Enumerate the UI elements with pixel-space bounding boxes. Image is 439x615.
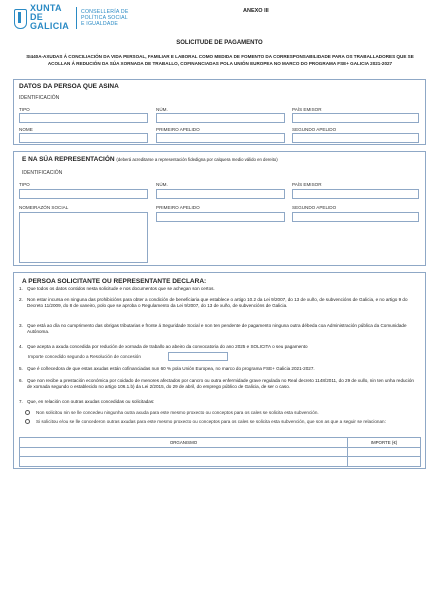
xunta-emblem-icon [13, 9, 26, 27]
issuing-country-label: PAÍS EMISOR [292, 107, 322, 112]
table-row [20, 447, 421, 457]
amount-cell[interactable] [348, 447, 421, 457]
number-field[interactable] [156, 113, 285, 123]
organism-cell[interactable] [20, 447, 348, 457]
organism-header: ORGANISMO [20, 438, 348, 448]
table-row [20, 457, 421, 467]
representation-section [13, 151, 426, 266]
issuing-country-field[interactable] [292, 189, 419, 199]
declaration-item: 7. Que, en relación con outras axudas concedidas ou solicitadas: [19, 399, 155, 404]
number-field[interactable] [156, 189, 285, 199]
xunta-logo [13, 4, 129, 31]
signer-data-section [13, 79, 426, 145]
first-surname-field[interactable] [156, 212, 285, 222]
type-label: TIPO [19, 107, 30, 112]
section-title: E NA SÚA REPRESENTACIÓN (deberá acreditarse a representación fidedigna por calquera medio válido en dereito) [22, 156, 278, 163]
identification-subtitle: IDENTIFICACIÓN [19, 95, 60, 101]
other-aid-label: Si solicitou e/ou se lle concederon outras axudas para este mesmo proxecto ou conceptos para os cales se solicita esta subvención, que son as que a seguir se relacionan: [36, 419, 386, 424]
name-field[interactable] [19, 133, 148, 143]
business-name-label: NOMEIRAZÓN SOCIAL [19, 205, 69, 210]
declaration-item: 4. Que acepta a axuda concedida por redución de xornada de traballo ao abeiro da convocatoria do ano 2025 e SOLICITA o seu pagamento [19, 344, 308, 349]
page-header [13, 3, 433, 31]
department-name: CONSELLERÍA DE POLÍTICA SOCIAL E IGUALDADE [81, 8, 129, 27]
second-surname-field[interactable] [292, 212, 419, 222]
first-surname-label: PRIMEIRO APELIDO [156, 205, 200, 210]
name-label: NOME [19, 127, 33, 132]
declaration-item: 6. Que non recibe a prestación económica por coidado de menores afectados por cancro ou outra enfermidade grave regulada no Real decreto 1148/2011, do 29 de xullo, nin ten unha redución de xornada segundo o establecido no artigo 106.1.b) da Lei 2/2015, do 29 de abril, do emprego público de Galicia, de ser o caso. [19, 378, 414, 390]
second-surname-field[interactable] [292, 133, 419, 143]
business-name-field[interactable] [19, 212, 148, 263]
number-label: NÚM. [156, 107, 168, 112]
organism-cell[interactable] [20, 457, 348, 467]
other-aid-table [19, 437, 421, 467]
amount-cell[interactable] [348, 457, 421, 467]
second-surname-label: SEGUNDO APELIDO [292, 205, 337, 210]
declaration-item: 5. Que é coñecedora de que estas axudas están cofinanciadas nun 60 % pola Unión Europea, no marco do programa FSE+ Galicia 2021-2027. [19, 366, 315, 371]
number-label: NÚM. [156, 182, 168, 187]
no-other-aid-label: Non solicitou nin se lle concedeu ningunha outra axuda para este mesmo proxecto ou conceptos para os cales se solicita esta subvención. [36, 410, 319, 415]
issuing-country-label: PAÍS EMISOR [292, 182, 322, 187]
identification-subtitle: IDENTIFICACIÓN [22, 170, 63, 176]
declaration-item: 1. Que todos os datos contidos nesta solicitude e nos documentos que se achegan son certos. [19, 286, 215, 291]
declaration-section [13, 272, 426, 469]
representation-note: (deberá acreditarse a representación fidedigna por calquera medio válido en dereito) [116, 157, 278, 162]
type-label: TIPO [19, 182, 30, 187]
section-title: A PERSOA SOLICITANTE OU REPRESENTANTE DECLARA: [22, 278, 207, 285]
amount-header: IMPORTE (€) [348, 438, 421, 448]
first-surname-label: PRIMEIRO APELIDO [156, 127, 200, 132]
brand-name: XUNTA DE GALICIA [30, 3, 70, 31]
declaration-item: 2. Non estar incursa en ninguna das prohibicións para obter a condición de beneficiaria que establece o artigo 10.2 da Lei 9/2007, do 13 de xuño, de subvencións de Galicia, e no artigo 9 do Decreto 11/2009, do 8 de xaneiro, polo que se aproba o Regulamento da Lei 9/2007, do 13 de xuño, de subvencións de Galicia. [19, 297, 408, 309]
granted-amount-field[interactable] [168, 352, 228, 361]
document-subtitle: SI440A-AXUDAS Á CONCILIACIÓN DA VIDA PERSOAL, FAMILIAR E LABORAL COMO MEDIDA DE FOMENTO DA CORRESPONSABILIDADE PARA OS TRABALLADORES QUE SE ACOLLAN Á REDUCIÓN DA SÚA XORNADA DE TRABALLO, COFINANCIADAS POLA UNIÓN EUROPEA NO MARCO DO PROGRAMA FSE+ GALICIA 2021-2027 [26, 54, 414, 66]
issuing-country-field[interactable] [292, 113, 419, 123]
document-title: SOLICITUDE DE PAGAMENTO [176, 40, 263, 46]
type-field[interactable] [19, 113, 148, 123]
no-other-aid-radio[interactable] [25, 410, 30, 415]
other-aid-radio[interactable] [25, 419, 30, 424]
first-surname-field[interactable] [156, 133, 285, 143]
second-surname-label: SEGUNDO APELIDO [292, 127, 337, 132]
section-title: DATOS DA PERSOA QUE ASINA [19, 83, 119, 90]
type-field[interactable] [19, 189, 148, 199]
annex-label: ANEXO III [243, 8, 269, 14]
granted-amount-label: Importe concedido segundo a Resolución de concesión [28, 354, 141, 359]
declaration-item: 3. Que está ao día no cumprimento das obrigas tributarias e fronte á Seguridade Social e non ten pendente de pagamento ninguna outra débeda coa Administración pública da Comunidade Autónoma. [19, 323, 407, 335]
logo-divider [76, 7, 77, 29]
